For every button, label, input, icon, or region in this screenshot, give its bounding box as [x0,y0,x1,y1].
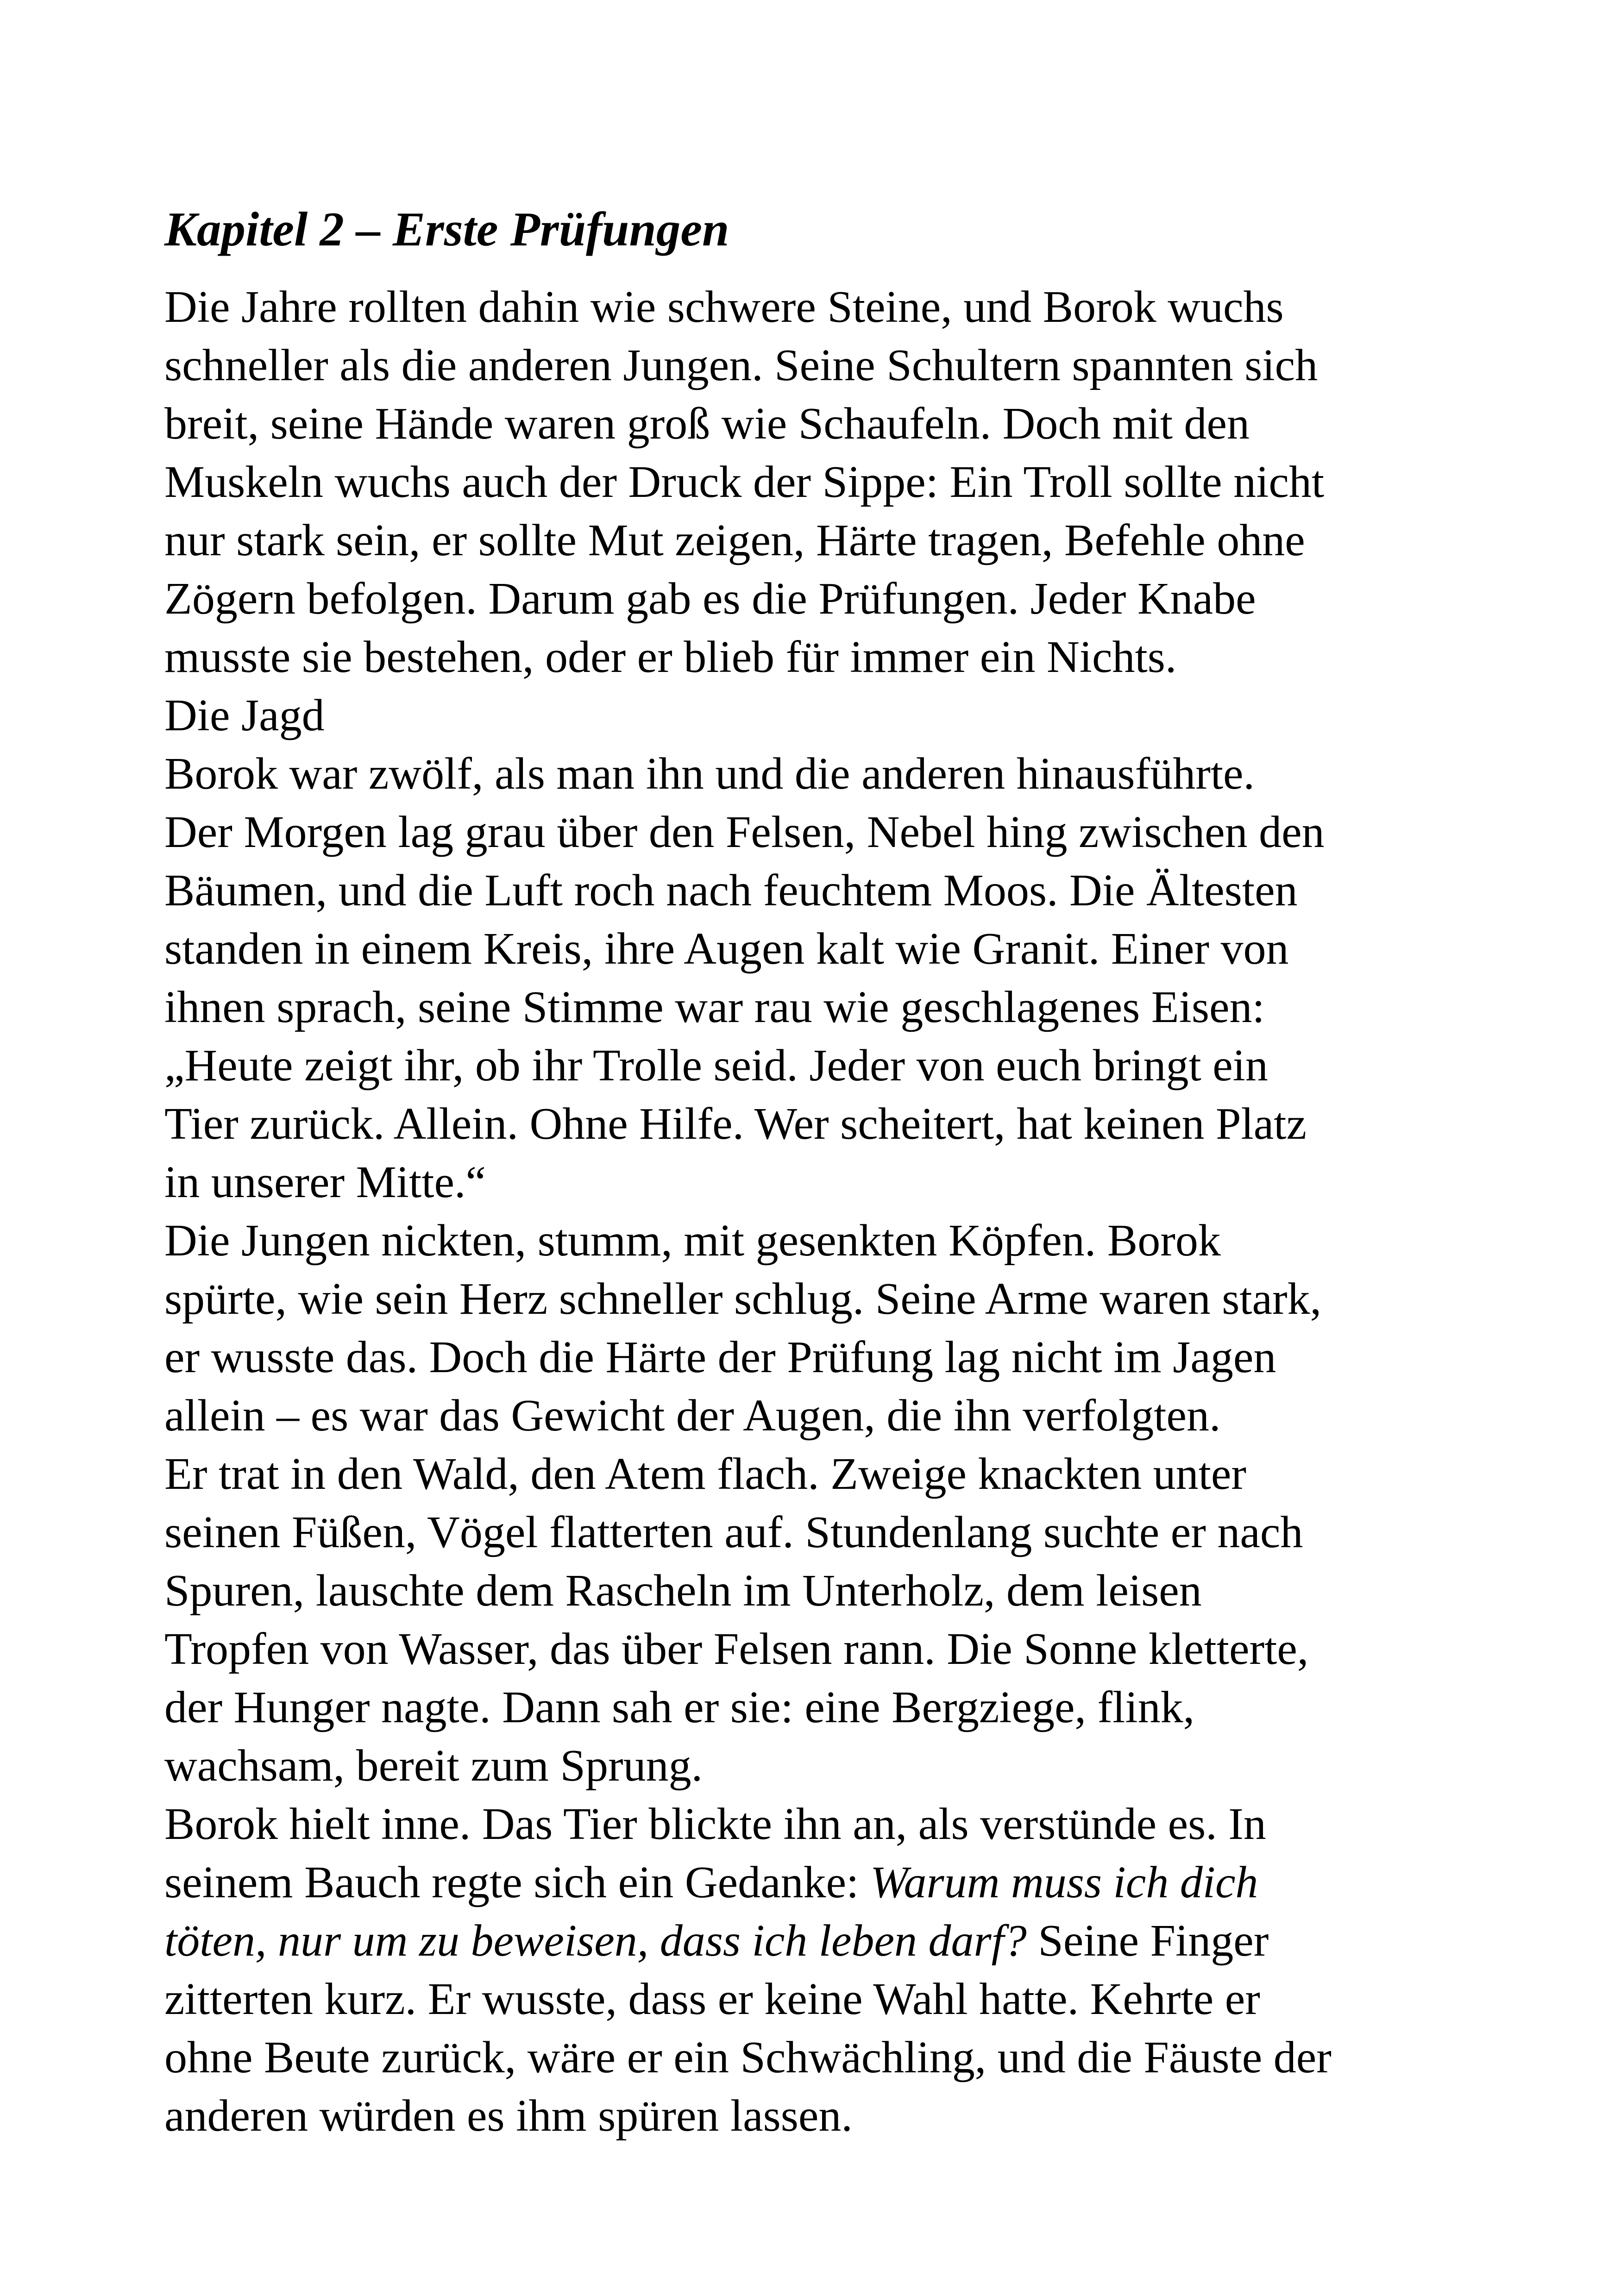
paragraph-goat-start: Borok hielt inne. Das Tier blickte ihn an, als verstünde es. In seinem Bauch regte sich ein Gedanke: [164,1799,1266,1907]
chapter-title: Kapitel 2 – Erste Prüfungen [164,202,729,256]
italic-thought: Warum muss ich dich töten, nur um zu beweisen, dass ich leben darf? [164,1857,1258,1966]
paragraph-goat [164,1795,1508,2145]
section-heading-jagd: Die Jagd [164,690,325,740]
paragraph-boys-nod: Die Jungen nickten, stumm, mit gesenkten Köpfen. Borok spürte, wie sein Herz schneller schlug. Seine Arme waren stark, er wusste das. Doch die Härte der Prüfung lag nicht im Jagen allein – es war das Gewicht der Augen, die ihn verfolgten. [164,1216,1322,1441]
paragraph-elders-speech: Borok war zwölf, als man ihn und die anderen hinausführte. Der Morgen lag grau über den Felsen, Nebel hing zwischen den Bäumen, und die Luft roch nach feuchtem Moos. Die Ältesten standen in einem Kreis, ihre Augen kalt wie Granit. Einer von ihnen sprach, seine Stimme war rau wie geschlagenes Eisen: „Heute zeigt ihr, ob ihr Trolle seid. Jeder von euch bringt ein Tier zurück. Allein. Ohne Hilfe. Wer scheitert, hat keinen Platz in unserer Mitte.“ [164,749,1325,1207]
paragraph-forest: Er trat in den Wald, den Atem flach. Zweige knackten unter seinen Füßen, Vögel flatterten auf. Stundenlang suchte er nach Spuren, lauschte dem Rascheln im Unterholz, dem leisen Tropfen von Wasser, das über Felsen rann. Die Sonne kletterte, der Hunger nagte. Dann sah er sie: eine Bergziege, flink, wachsam, bereit zum Sprung. [164,1449,1309,1791]
paragraph-goat-end: Seine Finger zitterten kurz. Er wusste, dass er keine Wahl hatte. Kehrte er ohne Beute zurück, wäre er ein Schwächling, und die Fäuste der anderen würden es ihm spüren lassen. [164,1916,1332,2141]
paragraph-intro: Die Jahre rollten dahin wie schwere Steine, und Borok wuchs schneller als die anderen Jungen. Seine Schultern spannten sich breit, seine Hände waren groß wie Schaufeln. Doch mit den Muskeln wuchs auch der Druck der Sippe: Ein Troll sollte nicht nur stark sein, er sollte Mut zeigen, Härte tragen, Befehle ohne Zögern befolgen. Darum gab es die Prüfungen. Jeder Knabe musste sie bestehen, oder er blieb für immer ein Nichts. [164,282,1325,682]
document-page [164,199,1508,2145]
